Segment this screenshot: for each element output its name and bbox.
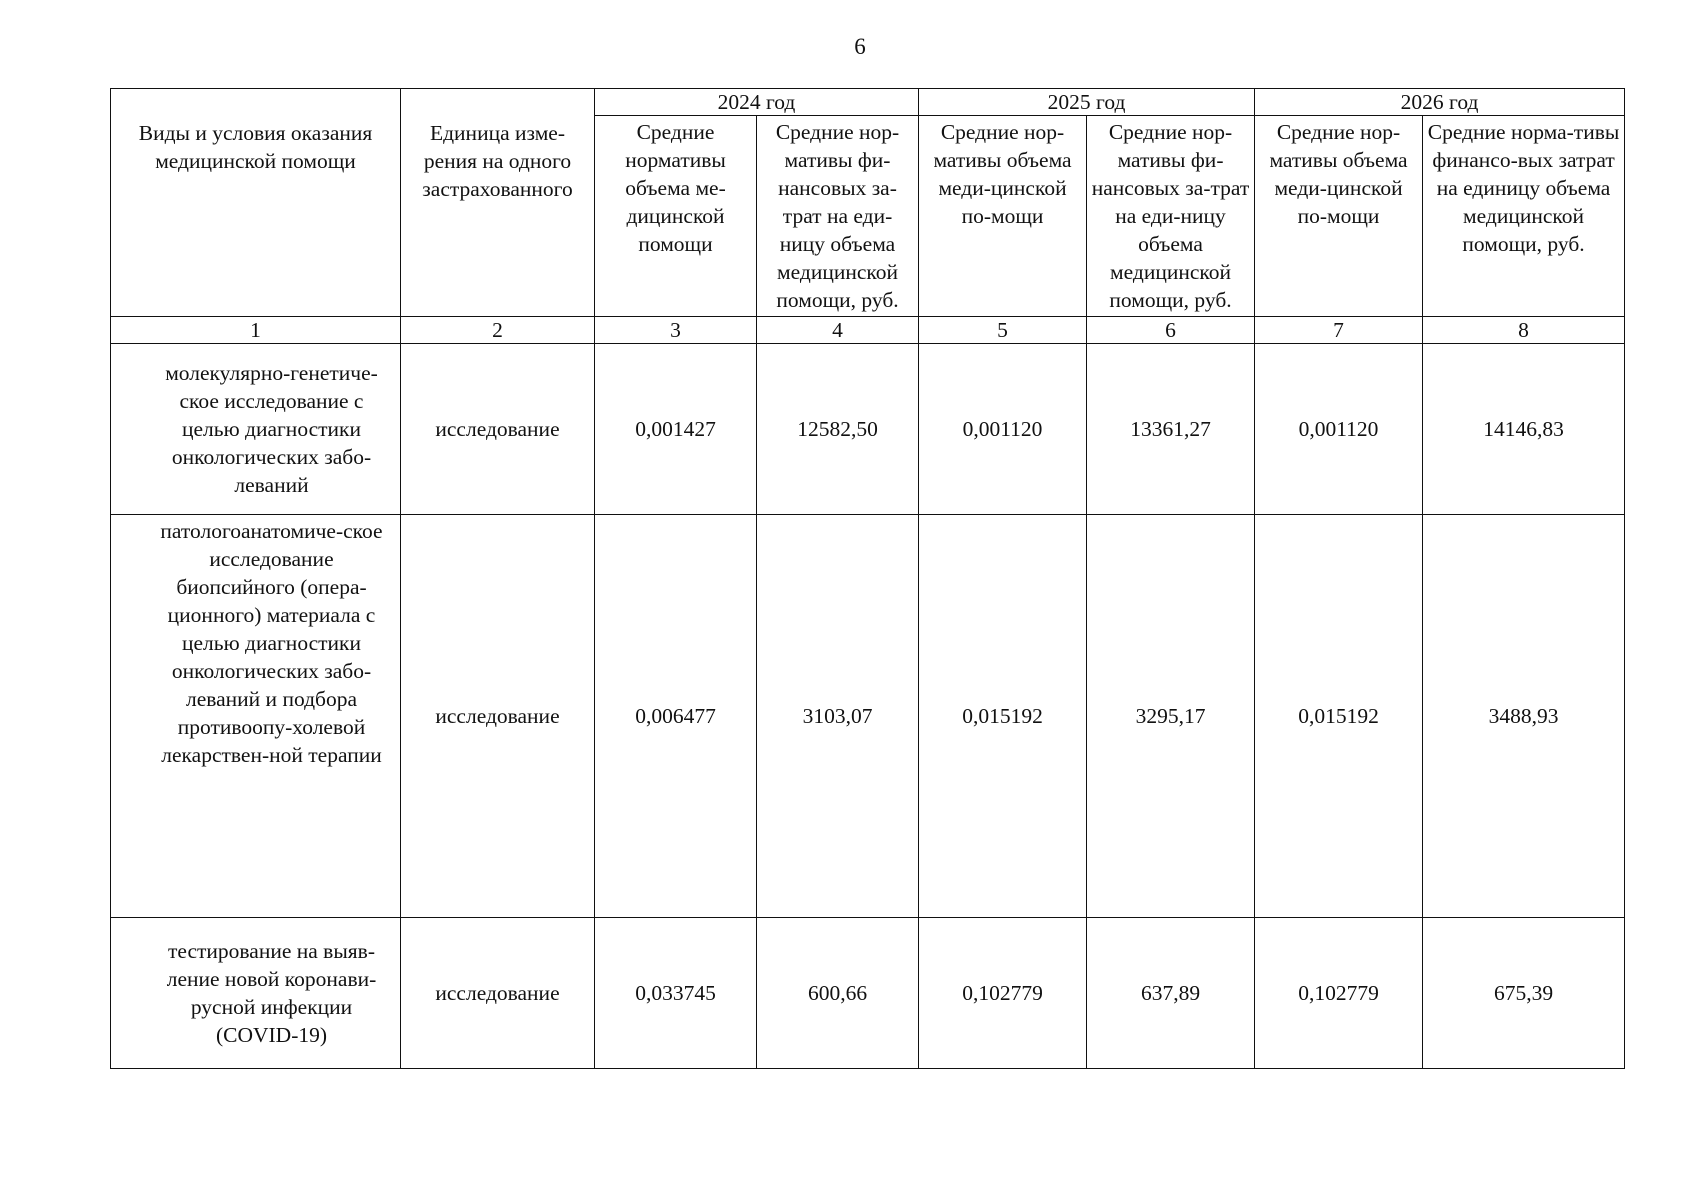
row-2026-cost: 14146,83 [1423,344,1625,515]
column-number: 8 [1423,317,1625,344]
row-2026-cost: 675,39 [1423,918,1625,1069]
row-2024-cost: 600,66 [757,918,919,1069]
row-2024-volume: 0,006477 [595,515,757,918]
row-unit: исследование [401,344,595,515]
row-2024-cost: 12582,50 [757,344,919,515]
header-2026-volume: Средние нор-мативы объема меди-цинской по-мощи [1255,116,1423,317]
column-number: 7 [1255,317,1423,344]
header-2025-cost: Средние нор-мативы фи-нансовых за-трат на еди-ницу объема медицинской помощи, руб. [1087,116,1255,317]
column-number: 1 [111,317,401,344]
header-year-2024: 2024 год [595,89,919,116]
row-2025-volume: 0,015192 [919,515,1087,918]
row-2026-volume: 0,102779 [1255,918,1423,1069]
table-row [111,515,1625,918]
row-2026-volume: 0,001120 [1255,344,1423,515]
column-number: 5 [919,317,1087,344]
row-2025-volume: 0,102779 [919,918,1087,1069]
row-2026-cost: 3488,93 [1423,515,1625,918]
header-year-2025: 2025 год [919,89,1255,116]
row-unit: исследование [401,918,595,1069]
row-description: молекулярно-генетиче-ское исследование с целью диагностики онкологических забо-леваний [111,344,401,515]
column-numbers-row [111,317,1625,344]
row-description: патологоанатомиче-ское исследование биопсийного (опера-ционного) материала с целью диагностики онкологических забо-леваний и подбора противоопу-холевой лекарствен-ной терапии [111,515,401,918]
row-2026-volume: 0,015192 [1255,515,1423,918]
header-unit: Единица изме-рения на одного застрахованного [401,89,595,317]
row-2024-volume: 0,001427 [595,344,757,515]
table-row [111,918,1625,1069]
column-number: 2 [401,317,595,344]
header-year-2026: 2026 год [1255,89,1625,116]
medical-care-norms-table [110,88,1625,1069]
page-number: 6 [854,34,866,59]
row-2025-volume: 0,001120 [919,344,1087,515]
row-2025-cost: 13361,27 [1087,344,1255,515]
row-2025-cost: 3295,17 [1087,515,1255,918]
column-number: 4 [757,317,919,344]
header-2026-cost: Средние норма-тивы финансо-вых затрат на единицу объема медицинской помощи, руб. [1423,116,1625,317]
header-2024-volume: Средние нормативы объема ме-дицинской помощи [595,116,757,317]
row-2025-cost: 637,89 [1087,918,1255,1069]
header-2024-cost: Средние нор-мативы фи-нансовых за-трат на еди-ницу объема медицинской помощи, руб. [757,116,919,317]
column-number: 3 [595,317,757,344]
row-2024-volume: 0,033745 [595,918,757,1069]
header-care-types: Виды и условия оказания медицинской помощи [111,89,401,317]
row-2024-cost: 3103,07 [757,515,919,918]
header-2025-volume: Средние нор-мативы объема меди-цинской по-мощи [919,116,1087,317]
column-number: 6 [1087,317,1255,344]
row-unit: исследование [401,515,595,918]
row-description: тестирование на выяв-ление новой коронави-русной инфекции (COVID-19) [111,918,401,1069]
table-row [111,344,1625,515]
